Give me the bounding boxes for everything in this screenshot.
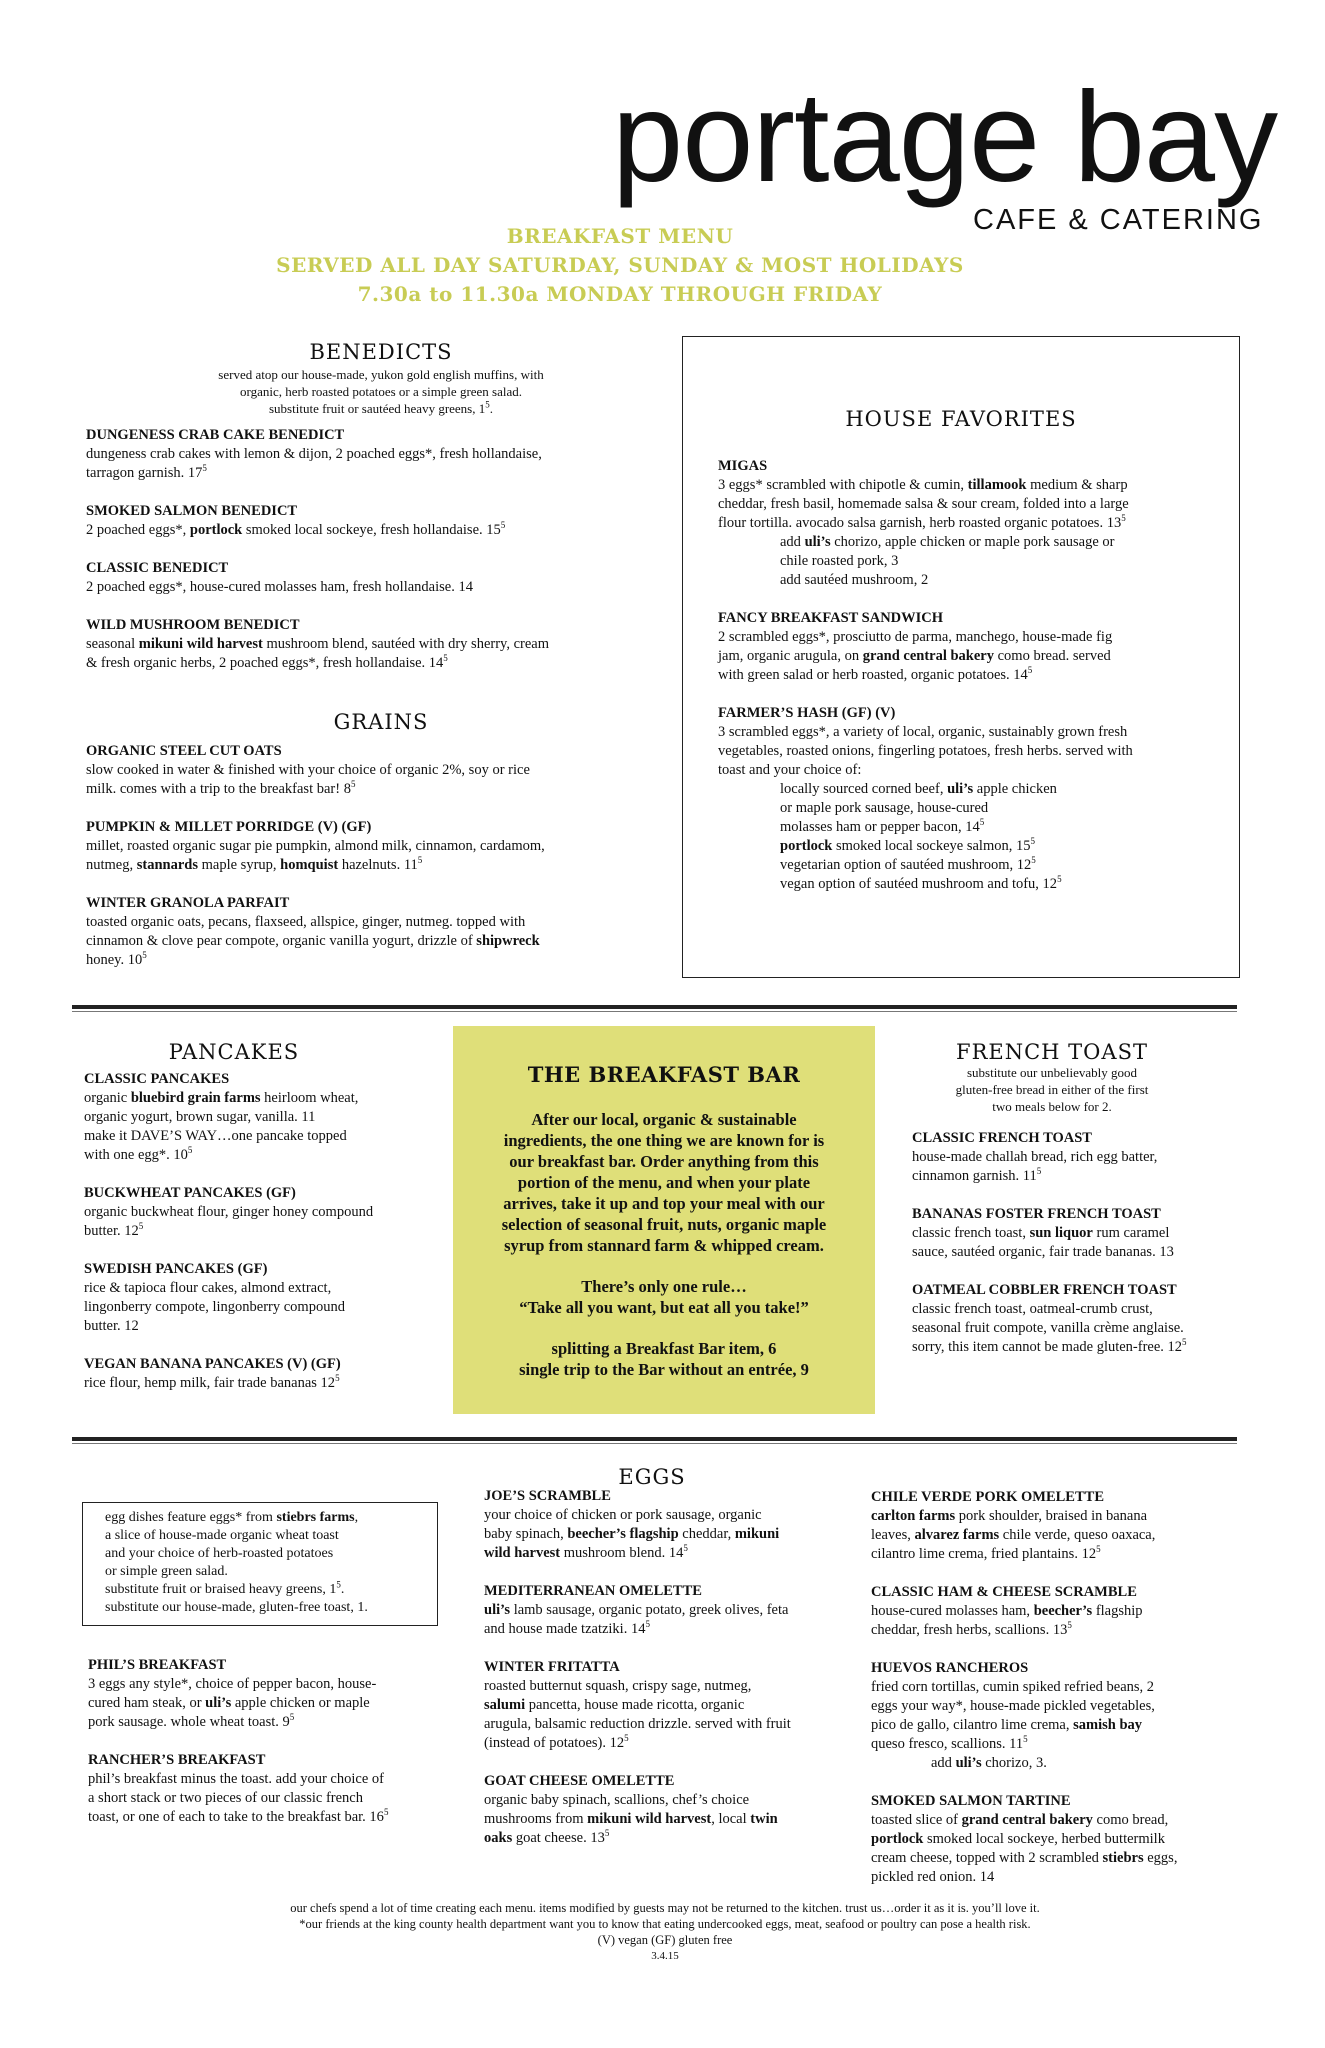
house-favorites-box <box>682 336 1240 978</box>
brand-name: portage bay <box>612 66 1278 209</box>
menu-item: SWEDISH PANCAKES (GF) rice & tapioca flour cakes, almond extract, lingonberry compote, lingonberry compound butter. 12 <box>84 1261 345 1334</box>
french-toast-section <box>912 1040 1242 1357</box>
menu-item: WINTER FRITATTA roasted butternut squash, crispy sage, nutmeg, salumi pancetta, house made ricotta, organic arugula, balsamic reduction drizzle. served with fruit (instead of potatoes). $12^5$ <box>484 1659 791 1751</box>
eggs-info-text: egg dishes feature eggs* from stiebrs farms, a slice of house-made organic wheat toast and your choice of herb-roasted potatoes or simple green salad. substitute fruit or braised heavy greens, $1^5$. substitute our house-made, gluten-free toast, 1. <box>105 1510 368 1615</box>
menu-item: WILD MUSHROOM BENEDICT seasonal mikuni wild harvest mushroom blend, sautéed with dry sherry, cream & fresh organic herbs, 2 poached eggs*, fresh hollandaise. $14^5$ <box>86 617 550 671</box>
breakfast-bar-prices: splitting a Breakfast Bar item, 6 single trip to the Bar without an entrée, 9 <box>519 1339 809 1379</box>
section-divider <box>72 1005 1237 1009</box>
menu-item: CLASSIC BENEDICT 2 poached eggs*, house-cured molasses ham, fresh hollandaise. 14 <box>86 560 473 595</box>
section-title: FRENCH TOAST <box>956 1040 1148 1064</box>
menu-item: FARMER’S HASH (GF) (V) 3 scrambled eggs*, a variety of local, organic, sustainably grown fresh vegetables, roasted onions, fingerling potatoes, fresh herbs. served with toast and your choice of: locally sourced corned beef, uli’s apple chicken or maple pork sausage, house-cured molasses ham or pepper bacon, $14^5$ portlock smoked local sockeye salmon, $15^5$ vegetarian option of sautéed mushroom, $12^5$ vegan option of sautéed mushroom and tofu, $12^5$ <box>718 705 1133 892</box>
menu-item: SMOKED SALMON BENEDICT 2 poached eggs*, portlock smoked local sockeye, fresh hollandaise. $15^5$ <box>86 503 506 538</box>
eggs-title: EGGS <box>618 1465 686 1489</box>
section-intro: substitute our unbelievably good gluten-free bread in either of the first two meals below for 2. <box>955 1065 1149 1114</box>
footer <box>150 1900 1180 1964</box>
menu-title: BREAKFAST MENU <box>506 224 734 248</box>
menu-item: BUCKWHEAT PANCAKES (GF) organic buckwheat flour, ginger honey compound butter. $12^5$ <box>84 1185 374 1239</box>
benedicts-section <box>86 340 676 673</box>
breakfast-bar-title: THE BREAKFAST BAR <box>527 1062 801 1087</box>
menu-item: MEDITERRANEAN OMELETTE uli’s lamb sausage, organic potato, greek olives, feta and house made tzatziki. $14^5$ <box>484 1583 789 1637</box>
menu-item: DUNGENESS CRAB CAKE BENEDICT dungeness crab cakes with lemon & dijon, 2 poached eggs*, fresh hollandaise, tarragon garnish. $17^5$ <box>86 427 542 481</box>
menu-item: CLASSIC HAM & CHEESE SCRAMBLE house-cured molasses ham, beecher’s flagship cheddar, fresh herbs, scallions. $13^5$ <box>871 1584 1143 1638</box>
menu-hours-weekend: SERVED ALL DAY SATURDAY, SUNDAY & MOST HOLIDAYS <box>276 253 964 277</box>
breakfast-bar-rule: There’s only one rule… “Take all you want, but eat all you take!” <box>519 1277 809 1317</box>
footer-health-warning: *our friends at the king county health department want you to know that eating undercooked eggs, meat, seafood or poultry can pose a health risk. <box>299 1917 1031 1931</box>
menu-item: CLASSIC FRENCH TOAST house-made challah bread, rich egg batter, cinnamon garnish. $11^5$ <box>912 1130 1158 1184</box>
section-title: PANCAKES <box>168 1040 300 1064</box>
menu-item: PUMPKIN & MILLET PORRIDGE (V) (GF) millet, roasted organic sugar pie pumpkin, almond milk, cinnamon, cardamom, nutmeg, stannards maple syrup, homquist hazelnuts. $11^5$ <box>86 819 545 873</box>
menu-item: WINTER GRANOLA PARFAIT toasted organic oats, pecans, flaxseed, allspice, ginger, nutmeg. topped with cinnamon & clove pear compote, organic vanilla yogurt, drizzle of shipwreck honey. $10^5$ <box>86 895 540 968</box>
footer-legend: (V) vegan (GF) gluten free <box>597 1933 733 1947</box>
section-title: BENEDICTS <box>309 340 453 364</box>
menu-item: PHIL’S BREAKFAST 3 eggs any style*, choice of pepper bacon, house- cured ham steak, or uli’s apple chicken or maple pork sausage. whole wheat toast. $9^5$ <box>88 1657 377 1730</box>
eggs-right-column <box>871 1488 1251 1887</box>
menu-item: SMOKED SALMON TARTINE toasted slice of grand central bakery como bread, portlock smoked local sockeye, herbed buttermilk cream cheese, topped with 2 scrambled stiebrs eggs, pickled red onion. 14 <box>871 1793 1178 1885</box>
menu-item: CLASSIC PANCAKES organic bluebird grain farms heirloom wheat, organic yogurt, brown sugar, vanilla. 11 make it DAVE’S WAY…one pancake topped with one egg*. $10^5$ <box>84 1071 359 1163</box>
menu-item: CHILE VERDE PORK OMELETTE carlton farms pork shoulder, braised in banana leaves, alvarez farms chile verde, queso oaxaca, cilantro lime crema, fried plantains. $12^5$ <box>871 1489 1156 1562</box>
section-title: GRAINS <box>333 710 429 734</box>
menu-hours-weekday: 7.30a to 11.30a MONDAY THROUGH FRIDAY <box>357 282 883 306</box>
pancakes-section <box>84 1040 444 1393</box>
menu-item: OATMEAL COBBLER FRENCH TOAST classic french toast, oatmeal-crumb crust, seasonal fruit compote, vanilla crème anglaise. sorry, this item cannot be made gluten-free. $12^5$ <box>912 1282 1187 1355</box>
section-divider-thin <box>72 1011 1237 1012</box>
eggs-info-box <box>82 1502 438 1626</box>
eggs-left-column <box>88 1656 448 1827</box>
section-divider-thin <box>72 1443 1237 1444</box>
menu-item: JOE’S SCRAMBLE your choice of chicken or pork sausage, organic baby spinach, beecher’s flagship cheddar, mikuni wild harvest mushroom blend. $14^5$ <box>484 1488 780 1561</box>
section-intro: served atop our house-made, yukon gold english muffins, with organic, herb roasted potatoes or a simple green salad. substitute fruit or sautéed heavy greens, $1^5$. <box>218 367 544 416</box>
footer-disclaimer: our chefs spend a lot of time creating each menu. items modified by guests may not be returned to the kitchen. trust us…order it as it is. you’ll love it. <box>290 1901 1040 1915</box>
section-title: HOUSE FAVORITES <box>845 407 1077 431</box>
menu-item: HUEVOS RANCHEROS fried corn tortillas, cumin spiked refried beans, 2 eggs your way*, house-made pickled vegetables, pico de gallo, cilantro lime crema, samish bay queso fresco, scallions. $11^5$ add uli’s chorizo, 3. <box>871 1660 1155 1771</box>
breakfast-bar-box <box>453 1026 875 1414</box>
menu-item: MIGAS 3 eggs* scrambled with chipotle & cumin, tillamook medium & sharp cheddar, fresh basil, homemade salsa & sour cream, folded into a large flour tortilla. avocado salsa garnish, herb roasted organic potatoes. $13^5$ add uli’s chorizo, apple chicken or maple pork sausage or chile roasted pork, 3 add sautéed mushroom, 2 <box>718 458 1129 588</box>
menu-item: BANANAS FOSTER FRENCH TOAST classic french toast, sun liquor rum caramel sauce, sautéed organic, fair trade bananas. 13 <box>912 1206 1174 1260</box>
brand-subtitle: CAFE & CATERING <box>973 204 1264 236</box>
footer-date: 3.4.15 <box>651 1950 679 1962</box>
grains-section <box>86 710 676 970</box>
section-divider <box>72 1437 1237 1441</box>
menu-item: FANCY BREAKFAST SANDWICH 2 scrambled eggs*, prosciutto de parma, manchego, house-made fig jam, organic arugula, on grand central bakery como bread. served with green salad or herb roasted, organic potatoes. $14^5$ <box>718 610 1113 683</box>
menu-item: RANCHER’S BREAKFAST phil’s breakfast minus the toast. add your choice of a short stack or two pieces of our classic french toast, or one of each to take to the breakfast bar. $16^5$ <box>88 1752 389 1825</box>
menu-item: GOAT CHEESE OMELETTE organic baby spinach, scallions, chef’s choice mushrooms from mikuni wild harvest, local twin oaks goat cheese. $13^5$ <box>484 1773 778 1846</box>
menu-item: VEGAN BANANA PANCAKES (V) (GF) rice flour, hemp milk, fair trade bananas $12^5$ <box>84 1356 341 1391</box>
eggs-middle-column <box>484 1487 854 1848</box>
menu-item: ORGANIC STEEL CUT OATS slow cooked in water & finished with your choice of organic 2%, soy or rice milk. comes with a trip to the breakfast bar! $8^5$ <box>86 743 530 797</box>
breakfast-bar-description: After our local, organic & sustainable ingredients, the one thing we are known for is our breakfast bar. Order anything from this portion of the menu, and when your plate arrives, take it up and top your meal with our selection of seasonal fruit, nuts, organic maple syrup from stannard farm & whipped cream. <box>501 1110 827 1255</box>
